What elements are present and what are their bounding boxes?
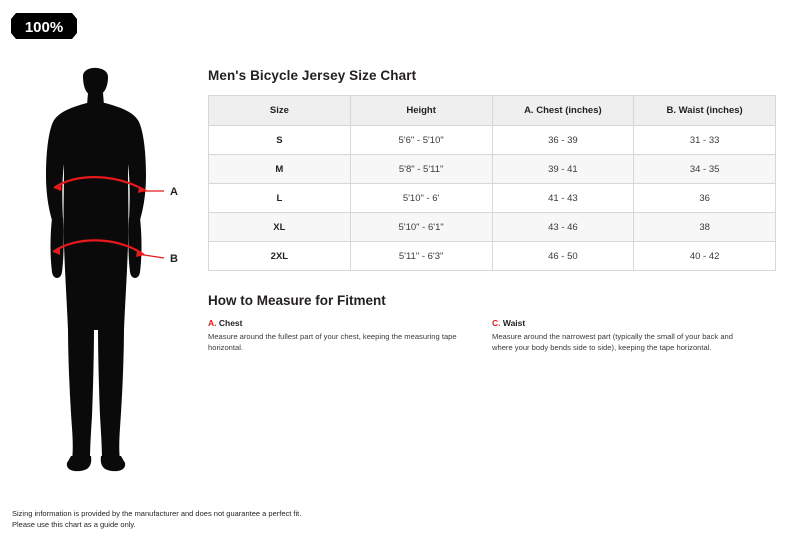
- figure-label-b: B: [170, 253, 178, 265]
- footnote-line-2: Please use this chart as a guide only.: [12, 519, 136, 529]
- size-chart-table: [208, 95, 776, 271]
- cell-height: 5'10" - 6': [350, 184, 492, 213]
- cell-waist: 31 - 33: [634, 126, 776, 155]
- male-silhouette: [46, 68, 146, 471]
- cell-waist: 38: [634, 213, 776, 242]
- figure-label-a: A: [170, 186, 178, 198]
- cell-chest: 41 - 43: [492, 184, 634, 213]
- measure-item-waist-body: Measure around the narrowest part (typically the small of your back and where your body bends side to side), keeping the tape horizontal.: [492, 332, 734, 352]
- how-to-measure-columns: [208, 318, 776, 353]
- measure-letter: C.: [492, 318, 501, 328]
- table-row: [209, 126, 776, 155]
- measure-item-waist: [492, 318, 776, 353]
- how-to-measure-title: How to Measure for Fitment: [208, 293, 386, 308]
- cell-height: 5'8" - 5'11": [350, 155, 492, 184]
- cell-waist: 36: [634, 184, 776, 213]
- footnote-line-1: Sizing information is provided by the manufacturer and does not guarantee a perfect fit.: [12, 508, 302, 518]
- cell-waist: 34 - 35: [634, 155, 776, 184]
- content-column: [208, 68, 776, 353]
- measure-letter: A.: [208, 318, 217, 328]
- table-row: [209, 213, 776, 242]
- svg-text:100%: 100%: [24, 19, 64, 36]
- table-header-row: [209, 96, 776, 126]
- measure-item-chest-body: Measure around the fullest part of your chest, keeping the measuring tape horizontal.: [208, 332, 457, 352]
- cell-chest: 39 - 41: [492, 155, 634, 184]
- column-header-chest: A. Chest (inches): [492, 96, 634, 126]
- table-row: [209, 155, 776, 184]
- cell-height: 5'6" - 5'10": [350, 126, 492, 155]
- footnote: [12, 508, 301, 531]
- measure-name: Chest: [216, 318, 243, 328]
- cell-chest: 36 - 39: [492, 126, 634, 155]
- brand-logo-100-percent: [10, 12, 78, 40]
- measure-name: Waist: [500, 318, 526, 328]
- column-header-waist: B. Waist (inches): [634, 96, 776, 126]
- cell-chest: 43 - 46: [492, 213, 634, 242]
- cell-size: 2XL: [209, 242, 351, 271]
- column-header-height: Height: [350, 96, 492, 126]
- cell-height: 5'11" - 6'3": [350, 242, 492, 271]
- page-title: Men's Bicycle Jersey Size Chart: [208, 68, 417, 83]
- measure-item-chest: [208, 318, 492, 353]
- body-measurement-figure: [20, 60, 190, 480]
- measure-item-chest-heading: [208, 318, 470, 328]
- cell-size: M: [209, 155, 351, 184]
- measure-item-waist-heading: [492, 318, 754, 328]
- cell-size: XL: [209, 213, 351, 242]
- table-row: [209, 242, 776, 271]
- cell-waist: 40 - 42: [634, 242, 776, 271]
- table-row: [209, 184, 776, 213]
- cell-chest: 46 - 50: [492, 242, 634, 271]
- cell-size: L: [209, 184, 351, 213]
- column-header-size: Size: [209, 96, 351, 126]
- cell-size: S: [209, 126, 351, 155]
- cell-height: 5'10" - 6'1": [350, 213, 492, 242]
